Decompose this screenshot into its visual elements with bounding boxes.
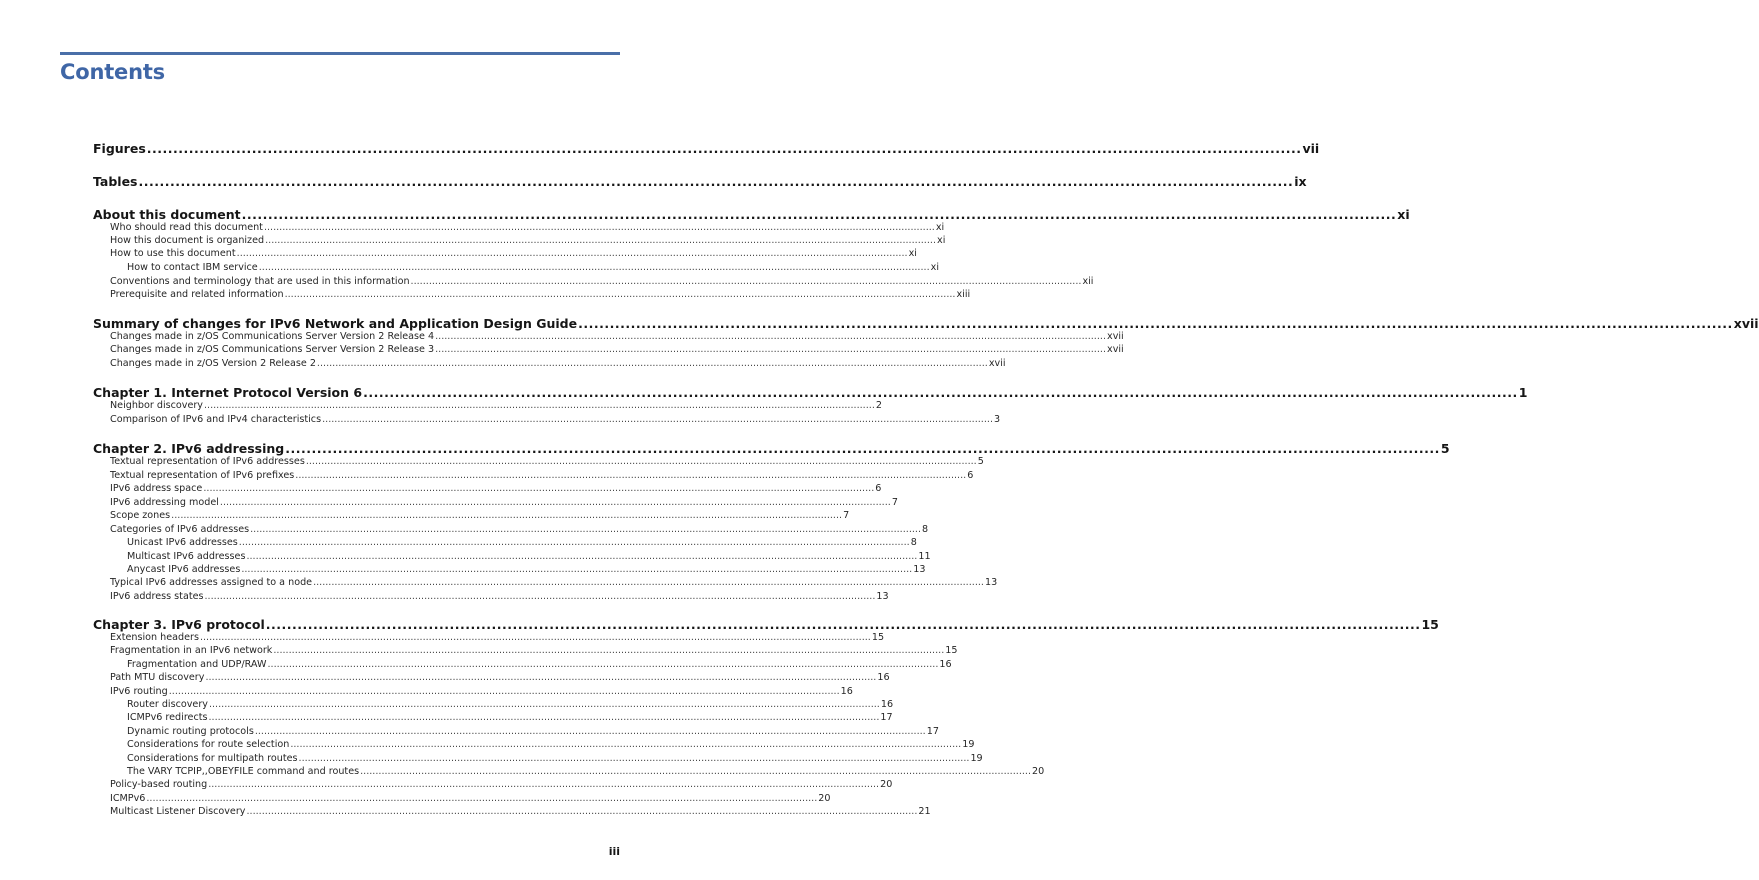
toc-entry-page: 19 [962, 739, 975, 750]
toc-chapter-entry[interactable] [93, 617, 1439, 632]
dot-leader: ............................................................................................................................................................................................................................ [171, 510, 843, 521]
toc-entry-page: 3 [994, 414, 1001, 425]
toc-entry-label: Unicast IPv6 addresses [127, 537, 238, 548]
toc-chapter-entry[interactable] [93, 441, 1450, 456]
toc-entry-page: xi [937, 235, 946, 246]
toc-entry[interactable] [110, 414, 1001, 425]
toc-entry-page: 15 [871, 632, 885, 643]
toc-entry[interactable] [127, 537, 917, 548]
toc-entry-label: Policy-based routing [110, 779, 208, 790]
toc-entry-page: 20 [1032, 766, 1045, 777]
toc-entry-label: IPv6 routing [110, 686, 168, 697]
dot-leader: ............................................................................................................................................................................................................................ [258, 262, 930, 273]
dot-leader: ............................................................................................................................................................................................................................ [238, 537, 910, 548]
dot-leader: ............................................................................................................................................................................................................................ [265, 235, 937, 246]
toc-entry[interactable] [110, 686, 853, 697]
toc-entry-label: Considerations for multipath routes [127, 753, 298, 764]
dot-leader: ............................................................................................................................................................................................................................ [203, 400, 875, 411]
toc-entry[interactable] [127, 753, 983, 764]
dot-leader: ............................................................................................................................................................................................................................ [273, 645, 945, 656]
toc-entry-label: Multicast Listener Discovery [110, 806, 246, 817]
dot-leader: ............................................................................................................................................................................................................................ [435, 331, 1107, 342]
toc-entry-label: Conventions and terminology that are used in this information [110, 276, 410, 287]
toc-entry-label: Tables [93, 174, 138, 189]
toc-entry-label: Comparison of IPv6 and IPv4 characteristics [110, 414, 322, 425]
dot-leader: ............................................................................................................................................................................................................................ [205, 672, 877, 683]
toc-chapter-entry[interactable] [93, 141, 1320, 156]
toc-entry[interactable] [110, 524, 929, 535]
toc-entry-label: IPv6 address states [110, 591, 204, 602]
toc-entry-label: Considerations for route selection [127, 739, 290, 750]
toc-entry[interactable] [110, 222, 945, 233]
toc-entry-page: xi [935, 222, 945, 233]
toc-entry[interactable] [127, 551, 931, 562]
toc-entry-page: 5 [977, 456, 984, 467]
toc-entry-label: Who should read this document [110, 222, 263, 233]
toc-entry-label: How to contact IBM service [127, 262, 258, 273]
toc-entry-label: Textual representation of IPv6 prefixes [110, 470, 295, 481]
toc-entry-page: 17 [926, 726, 939, 737]
dot-leader: ............................................................................................................................................................................................................................ [138, 174, 1294, 189]
toc-entry-label: Summary of changes for IPv6 Network and Application Design Guide [93, 316, 578, 331]
dot-leader: ............................................................................................................................................................................................................................ [295, 470, 967, 481]
toc-entry-label: Extension headers [110, 632, 199, 643]
toc-entry-page: 19 [970, 753, 983, 764]
dot-leader: ............................................................................................................................................................................................................................ [263, 222, 935, 233]
dot-leader: ............................................................................................................................................................................................................................ [208, 712, 880, 723]
toc-entry-label: Changes made in z/OS Communications Server Version 2 Release 3 [110, 344, 435, 355]
toc-entry-page: xi [930, 262, 939, 273]
toc-entry-page: ix [1294, 174, 1307, 189]
toc-entry-label: Fragmentation in an IPv6 network [110, 645, 273, 656]
toc-entry-page: 15 [1421, 617, 1439, 632]
toc-entry-label: Figures [93, 141, 146, 156]
toc-entry-label: Neighbor discovery [110, 400, 203, 411]
toc-entry-label: Anycast IPv6 addresses [127, 564, 241, 575]
toc-entry-label: Scope zones [110, 510, 171, 521]
toc-entry-label: Categories of IPv6 addresses [110, 524, 250, 535]
dot-leader: ............................................................................................................................................................................................................................ [208, 699, 880, 710]
toc-entry[interactable] [110, 358, 1006, 369]
dot-leader: ............................................................................................................................................................................................................................ [246, 551, 918, 562]
toc-entry-page: 15 [945, 645, 958, 656]
toc-entry-label: IPv6 address space [110, 483, 203, 494]
dot-leader: ............................................................................................................................................................................................................................ [265, 617, 1421, 632]
dot-leader: ............................................................................................................................................................................................................................ [316, 358, 988, 369]
toc-entry[interactable] [110, 235, 946, 246]
toc-entry-page: 11 [918, 551, 931, 562]
toc-entry-label: The VARY TCPIP,,OBEYFILE command and routes [127, 766, 360, 777]
page-number: iii [608, 845, 620, 858]
toc-entry-label: IPv6 addressing model [110, 497, 219, 508]
header-rule [60, 52, 620, 55]
toc-entry-page: xvii [988, 358, 1006, 369]
toc-entry[interactable] [110, 510, 850, 521]
toc-entry-page: 16 [840, 686, 853, 697]
toc-entry[interactable] [110, 497, 898, 508]
dot-leader: ............................................................................................................................................................................................................................ [284, 289, 956, 300]
toc-entry-label: Multicast IPv6 addresses [127, 551, 246, 562]
toc-entry-label: Textual representation of IPv6 addresses [110, 456, 305, 467]
toc-entry-page: 17 [880, 712, 893, 723]
toc-entry[interactable] [127, 712, 893, 723]
toc-entry-label: Dynamic routing protocols [127, 726, 254, 737]
toc-entry-page: 13 [876, 591, 889, 602]
toc-entry[interactable] [110, 672, 890, 683]
toc-entry-label: ICMPv6 redirects [127, 712, 208, 723]
toc-entry[interactable] [110, 806, 931, 817]
toc-entry-page: xvii [1107, 344, 1124, 355]
dot-leader: ............................................................................................................................................................................................................................ [305, 456, 977, 467]
toc-entry[interactable] [110, 577, 998, 588]
dot-leader: ............................................................................................................................................................................................................................ [208, 779, 880, 790]
dot-leader: ............................................................................................................................................................................................................................ [363, 385, 1518, 400]
toc-entry-page: 5 [1440, 441, 1450, 456]
dot-leader: ............................................................................................................................................................................................................................ [267, 659, 939, 670]
dot-leader: ............................................................................................................................................................................................................................ [203, 483, 875, 494]
toc-entry[interactable] [127, 659, 952, 670]
dot-leader: ............................................................................................................................................................................................................................ [290, 739, 962, 750]
toc-entry[interactable] [127, 766, 1045, 777]
dot-leader: ............................................................................................................................................................................................................................ [219, 497, 891, 508]
toc-entry[interactable] [110, 344, 1124, 355]
toc-entry-label: Chapter 3. IPv6 protocol [93, 617, 265, 632]
toc-entry-page: 20 [880, 779, 893, 790]
toc-entry[interactable] [110, 483, 882, 494]
toc-chapter-entry[interactable] [93, 174, 1307, 189]
toc-entry[interactable] [110, 276, 1094, 287]
toc-entry-page: xi [908, 248, 917, 259]
toc-entry-page: 8 [922, 524, 929, 535]
dot-leader: ............................................................................................................................................................................................................................ [168, 686, 840, 697]
toc-entry-label: How to use this document [110, 248, 236, 259]
toc-entry-page: xii [1082, 276, 1094, 287]
toc-entry-page: xi [1397, 207, 1410, 222]
toc-chapter-entry[interactable] [93, 316, 1759, 331]
dot-leader: ............................................................................................................................................................................................................................ [204, 591, 876, 602]
toc-entry-label: Router discovery [127, 699, 208, 710]
toc-entry-page: 6 [967, 470, 974, 481]
dot-leader: ............................................................................................................................................................................................................................ [298, 753, 970, 764]
toc-entry[interactable] [127, 564, 926, 575]
toc-chapter-entry[interactable] [93, 207, 1410, 222]
toc-entry[interactable] [110, 248, 917, 259]
toc-entry[interactable] [127, 726, 939, 737]
toc-entry-label: Changes made in z/OS Communications Server Version 2 Release 4 [110, 331, 435, 342]
toc-entry-page: vii [1302, 141, 1320, 156]
toc-entry-label: Prerequisite and related information [110, 289, 284, 300]
toc-entry-page: 13 [984, 577, 998, 588]
dot-leader: ............................................................................................................................................................................................................................ [146, 141, 1302, 156]
toc-entry-label: Typical IPv6 addresses assigned to a node [110, 577, 313, 588]
toc-entry[interactable] [110, 591, 889, 602]
toc-entry-page: 20 [818, 793, 831, 804]
dot-leader: ............................................................................................................................................................................................................................ [322, 414, 994, 425]
toc-entry-page: 7 [891, 497, 898, 508]
dot-leader: ............................................................................................................................................................................................................................ [241, 207, 1397, 222]
toc-entry-page: 2 [875, 400, 882, 411]
toc-entry-label: How this document is organized [110, 235, 265, 246]
dot-leader: ............................................................................................................................................................................................................................ [410, 276, 1082, 287]
toc-entry-label: Chapter 1. Internet Protocol Version 6 [93, 385, 363, 400]
toc-entry-label: About this document [93, 207, 241, 222]
toc-entry[interactable] [127, 262, 939, 273]
toc-entry-label: Fragmentation and UDP/RAW [127, 659, 267, 670]
dot-leader: ............................................................................................................................................................................................................................ [578, 316, 1733, 331]
toc-entry-page: 16 [880, 699, 894, 710]
toc-entry[interactable] [127, 739, 975, 750]
toc-entry-page: 16 [939, 659, 952, 670]
dot-leader: ............................................................................................................................................................................................................................ [285, 441, 1440, 456]
toc-entry-page: 16 [877, 672, 890, 683]
toc-entry-page: 1 [1518, 385, 1528, 400]
toc-entry-label: Changes made in z/OS Version 2 Release 2 [110, 358, 316, 369]
toc-entry-label: Path MTU discovery [110, 672, 205, 683]
toc-entry-page: xiii [956, 289, 971, 300]
toc-entry-page: xvii [1107, 331, 1124, 342]
dot-leader: ............................................................................................................................................................................................................................ [146, 793, 818, 804]
toc-entry-page: 8 [910, 537, 917, 548]
dot-leader: ............................................................................................................................................................................................................................ [254, 726, 926, 737]
toc-entry-page: 6 [875, 483, 882, 494]
toc-entry[interactable] [127, 699, 894, 710]
dot-leader: ............................................................................................................................................................................................................................ [435, 344, 1107, 355]
toc-entry-label: Chapter 2. IPv6 addressing [93, 441, 285, 456]
page-title: Contents [60, 60, 165, 84]
dot-leader: ............................................................................................................................................................................................................................ [236, 248, 908, 259]
toc-entry[interactable] [110, 793, 831, 804]
toc-entry[interactable] [110, 632, 885, 643]
toc-entry-page: 13 [913, 564, 926, 575]
toc-entry[interactable] [110, 289, 971, 300]
dot-leader: ............................................................................................................................................................................................................................ [199, 632, 871, 643]
toc-chapter-entry[interactable] [93, 385, 1528, 400]
toc-entry[interactable] [110, 331, 1124, 342]
toc-entry-page: 7 [843, 510, 850, 521]
toc-entry[interactable] [110, 400, 882, 411]
toc-entry-label: ICMPv6 [110, 793, 146, 804]
toc-entry[interactable] [110, 456, 984, 467]
dot-leader: ............................................................................................................................................................................................................................ [313, 577, 984, 588]
dot-leader: ............................................................................................................................................................................................................................ [241, 564, 913, 575]
dot-leader: ............................................................................................................................................................................................................................ [246, 806, 918, 817]
toc-entry-page: 21 [918, 806, 931, 817]
dot-leader: ............................................................................................................................................................................................................................ [250, 524, 922, 535]
toc-entry-page: xvii [1733, 316, 1759, 331]
toc-entry[interactable] [110, 779, 893, 790]
toc-entry[interactable] [110, 645, 958, 656]
dot-leader: ............................................................................................................................................................................................................................ [360, 766, 1032, 777]
toc-entry[interactable] [110, 470, 974, 481]
